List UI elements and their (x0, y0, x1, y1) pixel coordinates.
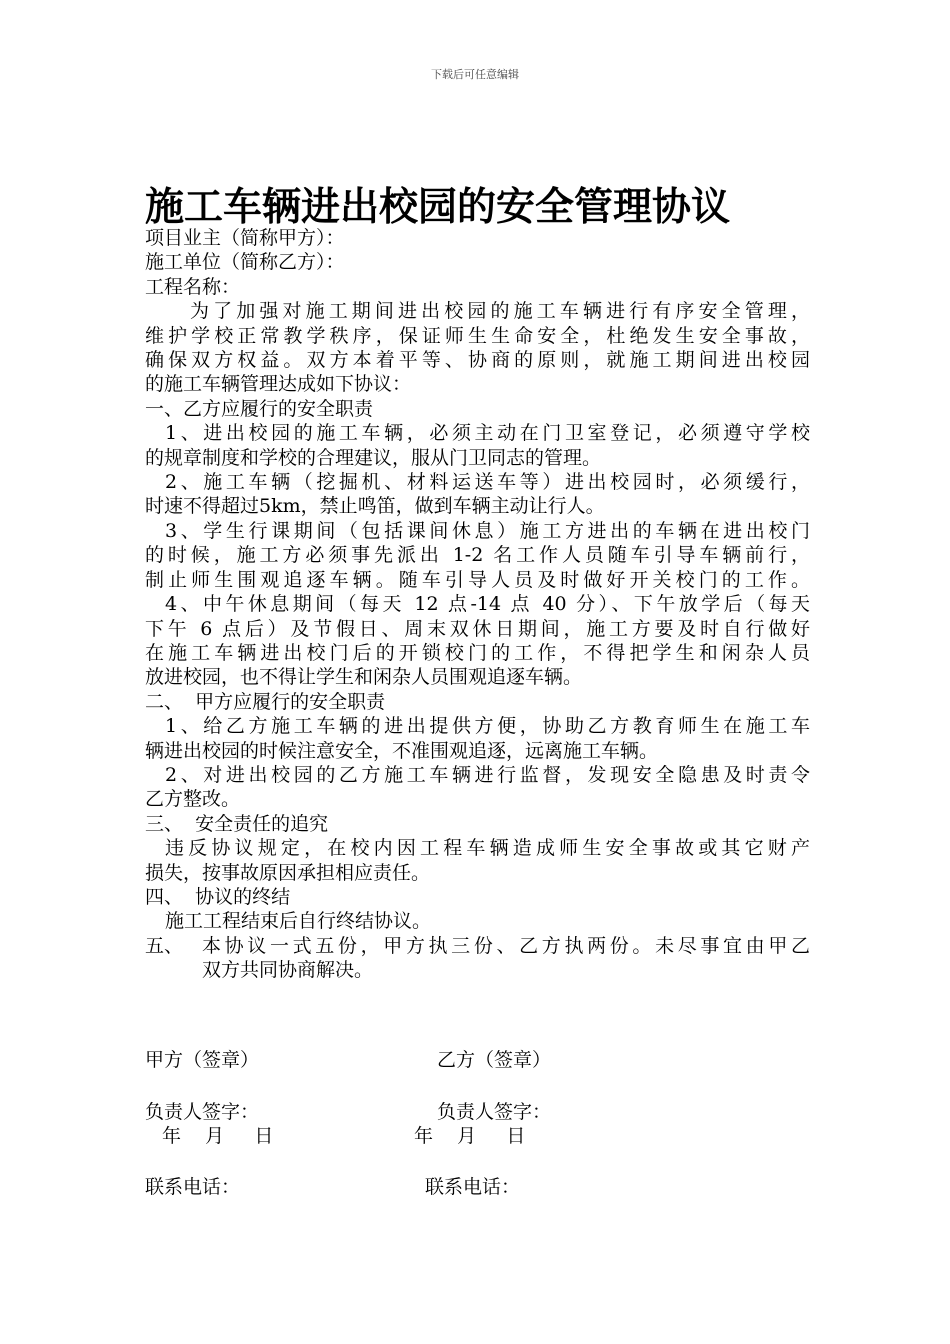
document-title: 施工车辆进出校园的安全管理协议 (145, 184, 731, 230)
page-header: 下载后可任意编辑 (431, 68, 519, 81)
section-1-item: 的时候，施工方必须事先派出 1-2 名工作人员随车引导车辆前行， (145, 544, 810, 567)
section-1-title: 一、乙方应履行的安全职责 (145, 397, 374, 420)
party-a-date: 年 月 日 (162, 1125, 274, 1147)
agreement-body (145, 226, 810, 983)
section-1-item: 放进校园，也不得让学生和闲杂人员围观追逐车辆。 (145, 666, 583, 689)
section-2-item: 辆进出校园的时候注意安全，不准围观追逐，远离施工车辆。 (145, 739, 659, 762)
section-3-body: 损失，按事故原因承担相应责任。 (145, 861, 431, 884)
party-a-seal: 甲方（签章） (145, 1049, 260, 1071)
section-2-item: 2、对进出校园的乙方施工车辆进行监督，发现安全隐患及时责令 (165, 763, 810, 786)
section-1-item: 3、学生行课期间（包括课间休息）施工方进出的车辆在进出校门 (165, 519, 810, 542)
section-3-body: 违反协议规定，在校内因工程车辆造成师生安全事故或其它财产 (165, 837, 810, 860)
section-1-item: 的规章制度和学校的合理建议，服从门卫同志的管理。 (145, 446, 602, 469)
party-b-signer: 负责人签字： (437, 1101, 552, 1123)
section-2-item: 乙方整改。 (145, 788, 241, 811)
party-a-phone: 联系电话： (145, 1176, 241, 1198)
section-5 (145, 934, 810, 983)
owner-line: 项目业主（简称甲方）： (145, 227, 345, 249)
party-b-phone: 联系电话： (425, 1176, 521, 1198)
section-1-item: 下午 6 点后）及节假日、周末双休日期间，施工方要及时自行做好 (145, 617, 810, 640)
preamble-line: 的施工车辆管理达成如下协议： (145, 373, 412, 396)
section-5-body (202, 934, 810, 983)
section-5-number: 五、 (145, 934, 184, 957)
section-1-item: 1、进出校园的施工车辆，必须主动在门卫室登记，必须遵守学校 (165, 422, 810, 445)
preamble-line: 为了加强对施工期间进出校园的施工车辆进行有序安全管理， (190, 300, 810, 323)
party-b-seal: 乙方（签章） (437, 1049, 552, 1071)
section-1-item: 制止师生围观追逐车辆。随车引导人员及时做好开关校门的工作。 (145, 568, 810, 591)
preamble-line: 确保双方权益。双方本着平等、协商的原则，就施工期间进出校园 (145, 349, 810, 372)
section-2-item: 1、给乙方施工车辆的进出提供方便，协助乙方教育师生在施工车 (165, 715, 810, 738)
section-2-title: 二、 甲方应履行的安全职责 (145, 690, 386, 713)
contractor-line: 施工单位（简称乙方）： (145, 251, 345, 274)
party-b-date: 年 月 日 (414, 1125, 526, 1147)
section-3-title: 三、 安全责任的追究 (145, 812, 329, 835)
section-4-title: 四、 协议的终结 (145, 885, 291, 908)
section-4-body: 施工工程结束后自行终结协议。 (165, 910, 432, 933)
preamble-line: 维护学校正常教学秩序，保证师生生命安全，杜绝发生安全事故， (145, 324, 810, 347)
section-1-item: 4、中午休息期间（每天 12 点-14 点 40 分）、下午放学后（每天 (165, 593, 810, 616)
section-1-item: 在施工车辆进出校门后的开锁校门的工作，不得把学生和闲杂人员 (145, 641, 810, 664)
section-1-item: 时速不得超过5km，禁止鸣笛，做到车辆主动让行人。 (145, 495, 605, 518)
project-line: 工程名称： (145, 275, 241, 298)
section-1-item: 2、施工车辆（挖掘机、材料运送车等）进出校园时，必须缓行， (165, 471, 810, 494)
section-5-line: 双方共同协商解决。 (202, 959, 374, 982)
party-a-signer: 负责人签字： (145, 1101, 260, 1123)
section-5-line: 本协议一式五份，甲方执三份、乙方执两份。未尽事宜由甲乙 (202, 934, 810, 957)
